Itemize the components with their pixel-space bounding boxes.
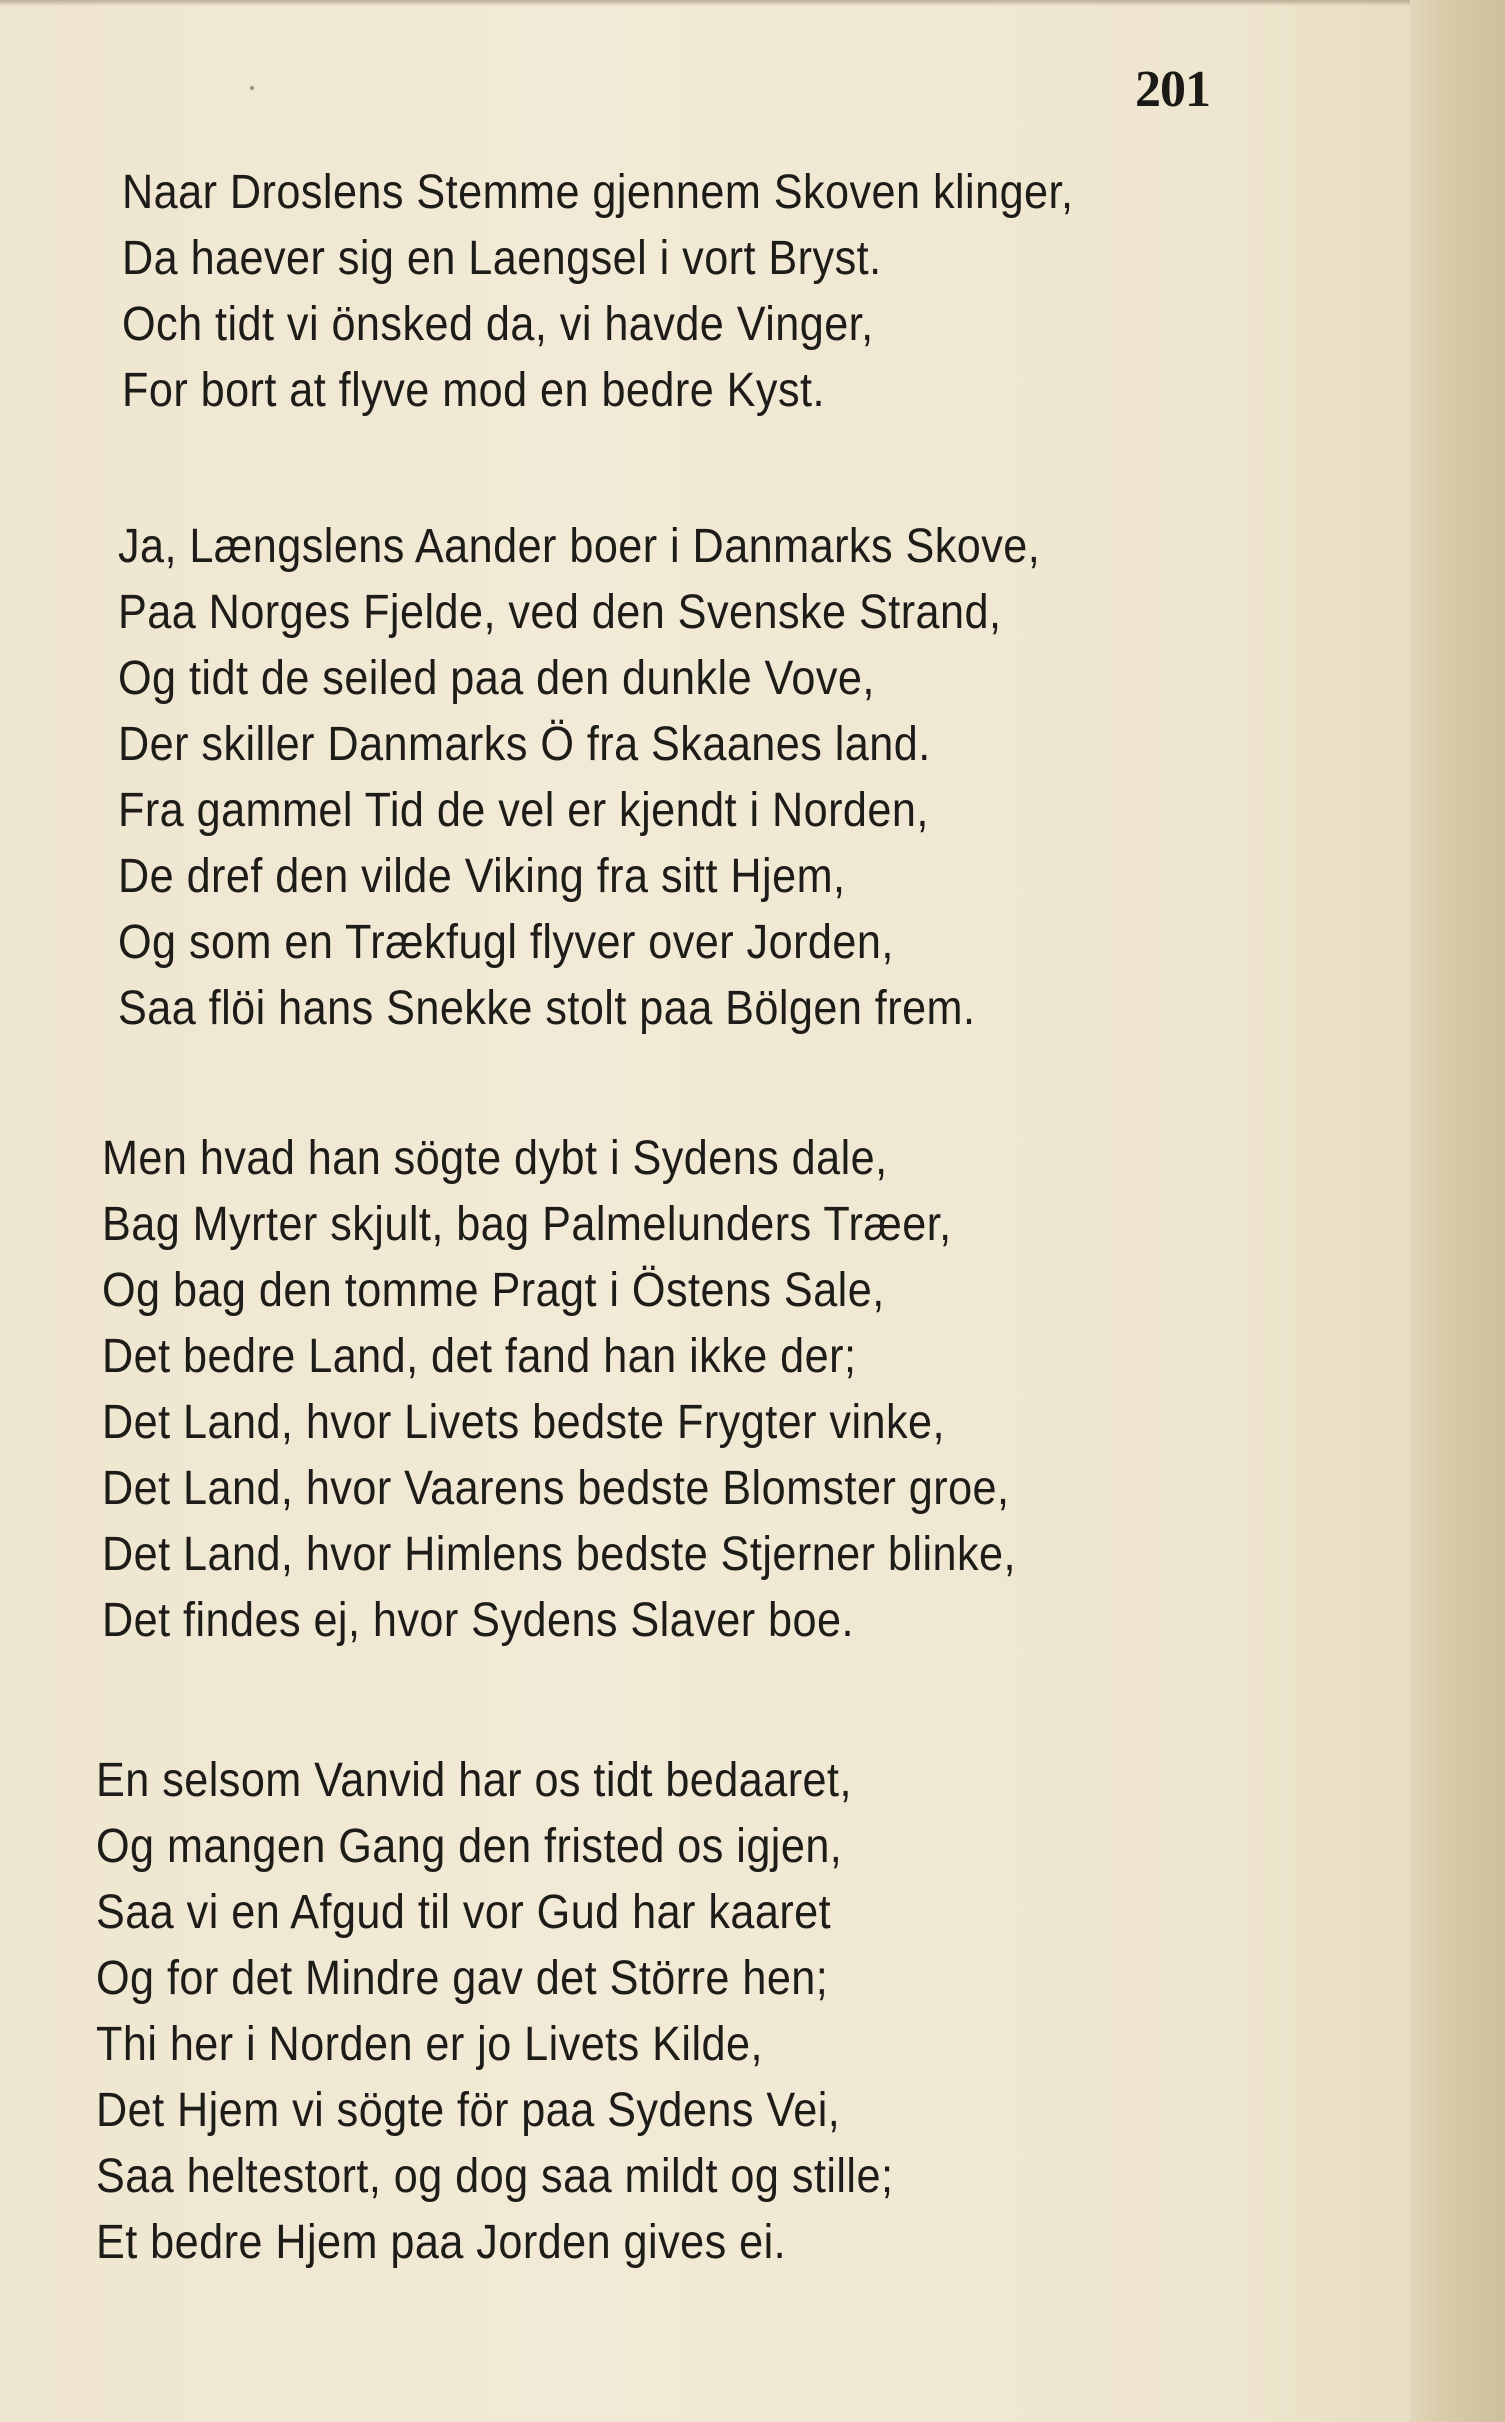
poem-line: En selsom Vanvid har os tidt bedaaret, [96,1754,852,1807]
poem-line: Og mangen Gang den fristed os igjen, [96,1820,843,1873]
print-speck [250,86,254,90]
poem-line: Der skiller Danmarks Ö fra Skaanes land. [118,718,931,771]
poem-line: Fra gammel Tid de vel er kjendt i Norden, [118,784,929,837]
poem-line: Det Hjem vi sögte för paa Sydens Vei, [96,2084,841,2137]
poem-line: Ja, Længslens Aander boer i Danmarks Skove, [118,520,1041,573]
poem-line: Det Land, hvor Vaarens bedste Blomster groe, [102,1462,1010,1515]
stanza-4 [96,1748,982,2276]
poem-line: Bag Myrter skjult, bag Palmelunders Træer, [102,1198,952,1251]
poem-line: Saa vi en Afgud til vor Gud har kaaret [96,1886,832,1939]
poem-line: Paa Norges Fjelde, ved den Svenske Strand, [118,586,1002,639]
stanza-2 [118,514,1143,1042]
poem-line: Et bedre Hjem paa Jorden gives ei. [96,2216,787,2269]
poem-line: Thi her i Norden er jo Livets Kilde, [96,2018,763,2071]
poem-line: Og for det Mindre gav det Större hen; [96,1952,829,2005]
poem-line: Men hvad han sögte dybt i Sydens dale, [102,1132,888,1185]
poem-line: Det findes ej, hvor Sydens Slaver boe. [102,1594,854,1647]
page-margin-edge [1410,0,1505,2422]
poem-line: Det Land, hvor Himlens bedste Stjerner blinke, [102,1528,1016,1581]
poem-line: For bort at flyve mod en bedre Kyst. [122,364,825,417]
poem-line: Og som en Trækfugl flyver over Jorden, [118,916,894,969]
poem-line: De dref den vilde Viking fra sitt Hjem, [118,850,846,903]
poem-line: Saa heltestort, og dog saa mildt og stille; [96,2150,894,2203]
stanza-1 [122,160,1179,424]
page-number: 201 [1135,61,1210,118]
poem-line: Det bedre Land, det fand han ikke der; [102,1330,857,1383]
poem-line: Og tidt de seiled paa den dunkle Vove, [118,652,875,705]
poem-line: Naar Droslens Stemme gjennem Skoven klinger, [122,166,1074,219]
stanza-3 [102,1126,1118,1654]
poem-line: Saa flöi hans Snekke stolt paa Bölgen frem. [118,982,976,1035]
top-edge-shadow [0,0,1440,6]
poem-line: Och tidt vi önsked da, vi havde Vinger, [122,298,874,351]
poem-line: Da haever sig en Laengsel i vort Bryst. [122,232,882,285]
poem-line: Og bag den tomme Pragt i Östens Sale, [102,1264,885,1317]
poem-line: Det Land, hvor Livets bedste Frygter vinke, [102,1396,945,1449]
